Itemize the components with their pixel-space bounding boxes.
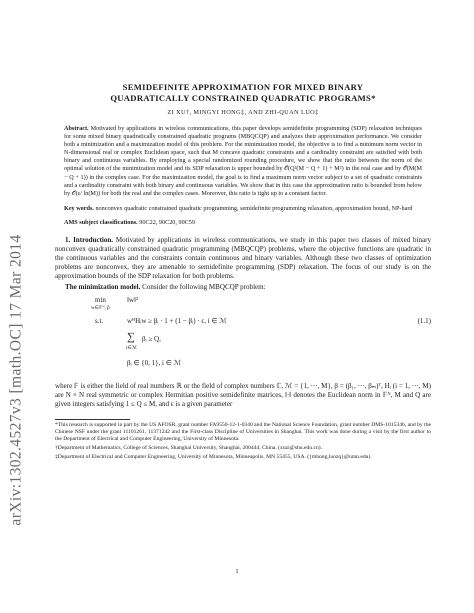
eq-constraint-3: βᵢ ∈ {0, 1}, i ∈ ℳ	[127, 358, 182, 367]
footnote-funding: *This research is supported in part by the US AFOSR, grant number FA9550-12-1-0340 and the National Science Foundation, grant number DMS-1015346, and by the Chinese NSF under the grant 11101261, 11371242 and the First-class Discipline of Universities in Shanghai. This work was done during a visit by the first author to the Department of Electrical and Computer Engineering, University of Minnesota.	[55, 421, 431, 442]
eq-constraint-1: wᴴHᵢw ≥ βᵢ · 1 + (1 − βᵢ) · ϵ, i ∈ ℳ	[127, 316, 227, 325]
arxiv-identifier: arXiv:1302.4527v3 [math.OC] 17 Mar 2014	[8, 234, 25, 526]
minimization-model-paragraph	[55, 283, 431, 292]
keywords-label: Key words.	[64, 204, 94, 212]
page-number: 1	[235, 568, 239, 575]
footnote-rule	[55, 419, 130, 420]
author-list: ZI XU†, MINGYI HONG‡, AND ZHI-QUAN LUO‡	[167, 109, 319, 116]
eq-objective: ‖w‖²	[127, 295, 139, 304]
footnote-affiliation-hong-luo: ‡Department of Electrical and Computer Engineering, University of Minnesota, Minneapolis, MN 55455, USA. ({mhong,luozq}@umn.edu).	[55, 453, 372, 460]
keywords	[64, 205, 422, 213]
abstract-text: Motivated by applications in wireless communications, this paper develops semidefinite programming (SDP) relaxation techniques for some mixed binary quadratically constrained quadratic programs (MBQCQP) and analyzes their approximation performance. We consider both a minimization and a maximization model of this problem. For the minimization model, the objective is to find a minimum norm vector in N-dimensional real or complex Euclidean space, such that M concave quadratic constraints and a cardinality constraint are satisfied with both binary and continuous variables. By employing a special randomized rounding procedure, we show that the ratio between the norm of the optimal solution of the minimization model and its SDP relaxation is upper bounded by 𝒪(Q²(M − Q + 1) + M²) in the real case and by 𝒪(M(M − Q + 1)) in the complex case. For the maximization model, the goal is to find a maximum norm vector subject to a set of quadratic constraints and a cardinality constraint with both binary and continuous variables. We show that in this case the approximation ratio is bounded from below by 𝒪(ε/ ln(M)) for both the real and the complex cases. Moreover, this ratio is tight up to a constant factor.	[64, 125, 422, 197]
keywords-text: nonconvex quadratic constrained quadratic programming, semidefinite programming relaxation, approximation bound, NP-hard	[95, 204, 413, 212]
introduction-text: Motivated by applications in wireless communications, we study in this paper two classes of mixed binary nonconvex quadratically constrained quadratic programming (MBQCQP) problems, where the objective functions are quadratic in the continuous variables and the constraints contain continuous and binary variables. Although these two classes of optimization problems are nonconvex, they are amenable to semidefinite programming (SDP) relaxation. The focus of our study is on the approximation bounds of the SDP relaxation for both problems.	[55, 236, 432, 281]
problem-definition-paragraph: where 𝔽 is either the field of real numbers ℝ or the field of complex numbers ℂ, ℳ = {1, ···, M}, β = (β₁, ···, βₘ)ᵀ, Hᵢ (i = 1, ···, M) are N × N real symmetric or complex Hermitian positive semidefinite matrices, ‖·‖ denotes the Euclidean norm in 𝔽ᴺ, M and Q are given integers satisfying 1 ≤ Q ≤ M, and ϵ is a given parameter	[55, 381, 431, 408]
arxiv-side-stamp	[4, 185, 30, 575]
introduction-paragraph	[55, 236, 431, 281]
equation-1-1	[55, 296, 431, 380]
paper-title	[55, 82, 431, 104]
eq-min-operator: min	[95, 295, 106, 304]
eq-number: (1.1)	[417, 316, 431, 325]
eq-constraint-2: βᵢ ≥ Q,	[142, 334, 161, 343]
ams-codes: 90C22, 90C20, 90C59	[139, 218, 195, 226]
section-heading-introduction: 1. Introduction.	[65, 236, 114, 245]
abstract-label: Abstract.	[64, 125, 89, 132]
ams-classification	[64, 219, 422, 227]
minimization-model-heading: The minimization model.	[65, 282, 141, 291]
page-content	[55, 82, 431, 461]
title-line-2: QUADRATICALLY CONSTRAINED QUADRATIC PROGRAMS*	[110, 93, 376, 103]
eq-min-subscript: w∈𝔽ᴺ, β	[91, 305, 110, 311]
title-line-1: SEMIDEFINITE APPROXIMATION FOR MIXED BINARY	[122, 82, 364, 92]
eq-sum-symbol: ∑	[127, 330, 135, 343]
minimization-model-text: Consider the following MBQCQP problem:	[142, 282, 266, 291]
ams-label: AMS subject classifications.	[64, 218, 138, 226]
footnote-affiliation-xu: †Department of Mathematics, College of Sciences, Shanghai University, Shanghai, 200444, China. (xuzi@shu.edu.cn).	[55, 444, 323, 451]
abstract	[64, 125, 422, 198]
eq-st-label: s.t.	[95, 316, 104, 325]
eq-sum-subscript: i∈ℳ	[126, 345, 138, 351]
